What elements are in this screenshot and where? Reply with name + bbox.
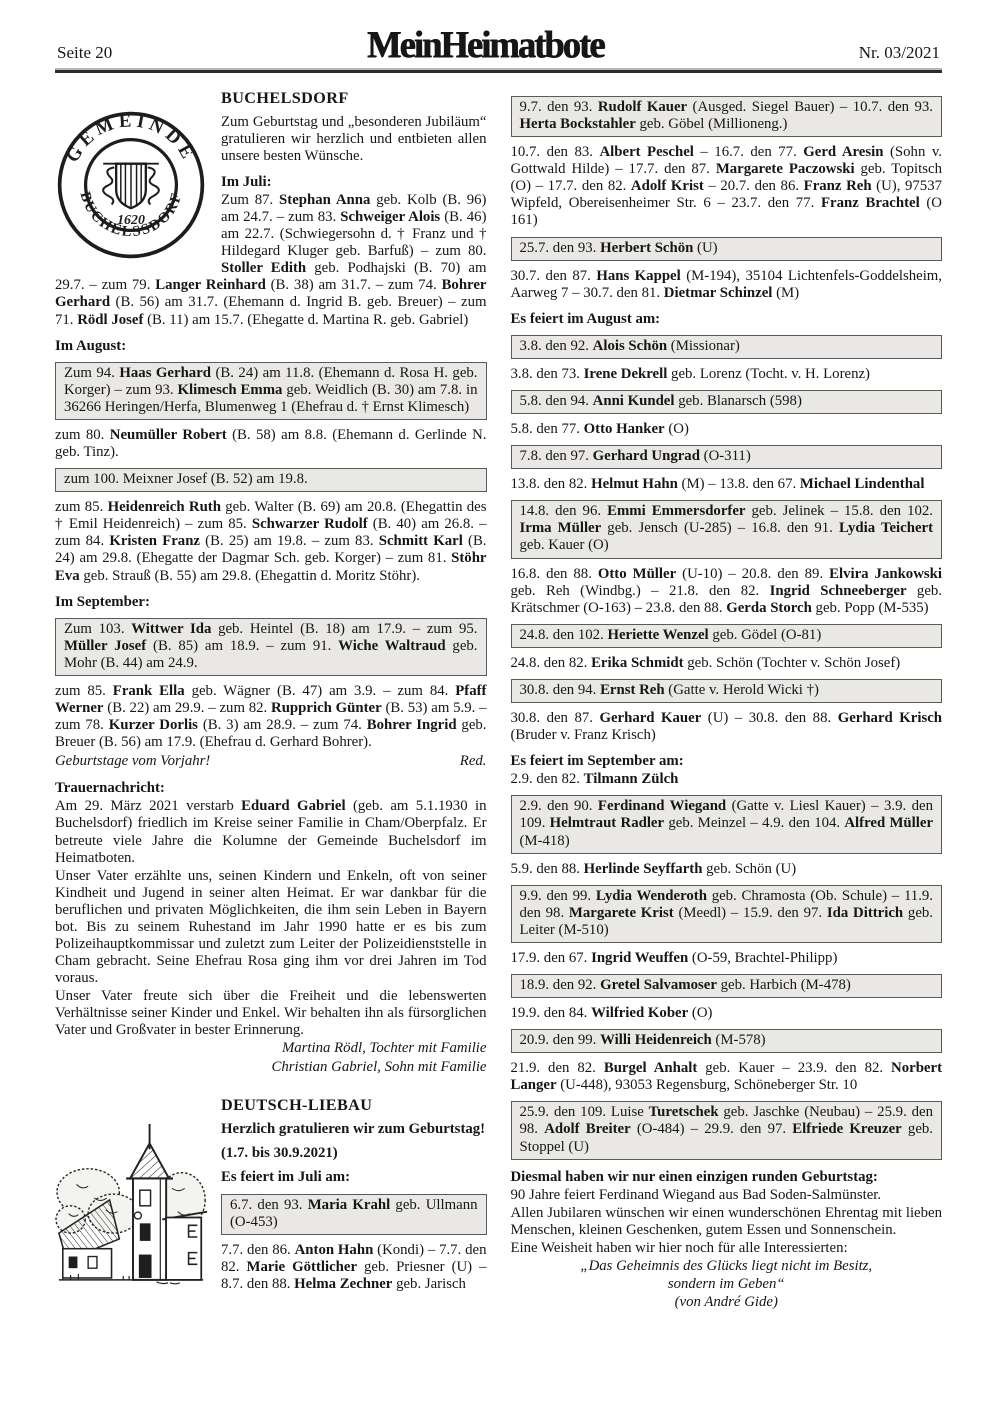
person-name: Heidenreich Ruth (107, 499, 221, 516)
person-name: Franz Brachtel (820, 195, 920, 212)
entries-paragraph: 90 Jahre feiert Ferdinand Wiegand aus Bad Soden-Salmünster. (510, 1186, 882, 1203)
person-name: Langer Reinhard (155, 277, 266, 294)
person-name: Rupprich Günter (271, 699, 382, 716)
highlight-box: 25.7. den 93. Herbert Schön (U) (511, 237, 943, 261)
person-name: Gerhard Ungrad (592, 448, 700, 465)
entries-paragraph: 30.7. den 87. Hans Kappel (M-194), 35104 Lichtenfels-Goddelsheim, Aarweg 7 – 30.7. den 81. Dietmar Schinzel (M) (510, 267, 943, 301)
person-name: Ferdinand Wiegand (597, 798, 727, 815)
entries-paragraph: 17.9. den 67. Ingrid Weuffen (O-59, Brachtel-Philipp) (510, 949, 838, 966)
person-name: Gerhard Kauer (599, 710, 702, 727)
person-name: Pfaff Werner (55, 682, 487, 716)
entries-paragraph: 5.9. den 88. Herlinde Seyffarth geb. Schön (U) (510, 860, 797, 877)
right-building (166, 1217, 201, 1279)
person-name: Klimesch Emma (177, 381, 283, 398)
person-name: Stephan Anna (279, 192, 371, 209)
person-name: Herbert Schön (600, 239, 694, 256)
crest-hatching (121, 162, 141, 210)
person-name: Anni Kundel (592, 393, 675, 410)
person-name: Lydia Teichert (838, 520, 934, 537)
person-name: Eduard Gabriel (241, 798, 346, 815)
page-number-label: Seite 20 (57, 43, 113, 62)
obituary-title: Trauernachricht: (55, 780, 165, 797)
person-name: Marie Göttlicher (246, 1258, 358, 1275)
right-column (511, 89, 943, 1315)
person-name: Tilmann Zülch (583, 771, 679, 788)
highlight-box: 3.8. den 92. Alois Schön (Missionar) (511, 335, 943, 359)
subheading: Im September: (55, 593, 150, 610)
highlight-box: Zum 94. Haas Gerhard (B. 24) am 11.8. (Ehemann d. Rosa H. geb. Korger) – zum 93. Klimesch Emma geb. Weidlich (B. 30) am 7.8. in 36266 Heringen/Herfa, Blumenweg 1 (Ehefrau d. † Ernst Klimesch) (55, 362, 487, 420)
village-church-illustration (55, 1120, 211, 1315)
highlight-box: 5.8. den 94. Anni Kundel geb. Blanarsch (598) (511, 390, 943, 414)
person-name: Anton Hahn (294, 1241, 374, 1258)
person-name: Franz Reh (803, 178, 872, 195)
person-name: Gerd Aresin (803, 144, 884, 161)
italic-text: sondern im Geben“ (667, 1276, 785, 1293)
person-name: Helma Zechner (294, 1275, 393, 1292)
subheading: Diesmal haben wir nur einen einzigen runden Geburtstag: (510, 1168, 878, 1185)
person-name: Kurzer Dorlis (108, 717, 198, 734)
person-name: Wittwer Ida (131, 620, 212, 637)
entries-paragraph: 10.7. den 83. Albert Peschel – 16.7. den 77. Gerd Aresin (Sohn v. Gottwald Hilde) – 17.7. den 87. Margarete Paczowski geb. Topitsch (O) – 17.7. den 82. Adolf Krist – 20.7. den 86. Franz Reh (U), 97537 Wipfeld, Obereisenheimer Str. 6 – 23.7. den 77. Franz Brachtel (O 161) (510, 144, 942, 229)
person-name: Ida Dittrich (826, 904, 904, 921)
dl-july-heading: Es feiert im Juli am: (221, 1169, 351, 1186)
dl-daterange-line: (1.7. bis 30.9.2021) (221, 1145, 338, 1162)
tower-door (139, 1254, 152, 1277)
two-column-layout (55, 89, 942, 1315)
highlight-box: 24.8. den 102. Heriette Wenzel geb. Gödel (O-81) (511, 624, 943, 648)
highlight-box: 25.9. den 109. Luise Turetschek geb. Jaschke (Neubau) – 25.9. den 98. Adolf Breiter (O-484) – 29.9. den 97. Elfriede Kreuzer geb. Stoppel (U) (511, 1101, 943, 1159)
person-name: Margarete Paczowski (715, 161, 855, 178)
person-name: Gerda Storch (726, 599, 812, 616)
subheading: Es feiert im August am: (510, 310, 661, 327)
person-name: Margarete Krist (568, 904, 674, 921)
greeting-paragraph: Zum Geburtstag und „besonderen Jubiläum“ gratulieren wir herzlich und entbieten allen unsere besten Wünsche. (221, 113, 487, 164)
person-name: Schweiger Alois (340, 209, 441, 226)
person-name: Gretel Salvamoser (600, 976, 717, 993)
person-name: Norbert Langer (510, 1060, 942, 1094)
quote-line (511, 1276, 943, 1293)
person-name: Wilfried Kober (591, 1005, 689, 1022)
person-name: Stöhr Eva (55, 550, 487, 584)
byline-row (55, 753, 487, 770)
crest-scroll-right (148, 167, 159, 204)
subheading: Im August: (55, 337, 127, 354)
masthead-title: MeinHeimatbote (367, 24, 604, 66)
entries-paragraph: 5.8. den 77. Otto Hanker (O) (510, 421, 689, 438)
person-name: Müller Josef (64, 637, 147, 654)
issue-label: Nr. 03/2021 (858, 43, 940, 62)
obituary-signature: Martina Rödl, Tochter mit Familie (281, 1040, 487, 1057)
deutsch-liebau-content (221, 1096, 487, 1315)
person-name: Alfred Müller (844, 815, 934, 832)
person-name: Adolf Krist (630, 178, 704, 195)
person-name: Lydia Wenderoth (595, 887, 707, 904)
entries-paragraph: zum 85. Heidenreich Ruth geb. Walter (B. 69) am 20.8. (Ehegattin des † Emil Heidenreich) – zum 85. Schwarzer Rudolf (B. 40) am 26.8. – zum 84. Kristen Franz (B. 25) am 19.8. – zum 83. Schmitt Karl (B. 24) am 29.8. (Ehegatte der Dagmar Sch. geb. Korger) – zum 81. Stöhr Eva geb. Strauß (B. 55) am 29.8. (Ehegattin d. Moritz Stöhr). (55, 499, 487, 584)
deutsch-liebau-entry-flow (221, 1194, 487, 1293)
highlight-box: 9.7. den 93. Rudolf Kauer (Ausged. Siegel Bauer) – 10.7. den 93. Herta Bockstahler geb. Göbel (Millioneng.) (511, 96, 943, 137)
person-name: Elvira Jankowski (829, 565, 942, 582)
obituary-paragraph: Unser Vater erzählte uns, seinen Kindern und Enkeln, oft von seiner Kindheit und Jugend in seiner alten Heimat. Er war dankbar für die beruflichen und privaten Möglichkeiten, die ihm sein Leben in Bayern bot. Bis zu seinem Ruhestand im Jahr 1990 hatte er es bis zum Polizeihauptkommissar und zuletzt zum Leiter der Polizeidienststelle in Cham gebracht. Seine Ehefrau Rosa ging ihm vor drei Jahren im Tod voraus. (55, 867, 487, 987)
seal-graphic (55, 101, 207, 269)
person-name: Helmtraut Radler (549, 815, 665, 832)
section-title-deutsch-liebau: DEUTSCH-LIEBAU (221, 1095, 373, 1114)
church-sketch (55, 1120, 211, 1315)
italic-text: „Das Geheimnis des Glücks liegt nicht im Besitz, (580, 1257, 873, 1274)
person-name: Herlinde Seyffarth (583, 860, 703, 877)
entries-paragraph: Eine Weisheit haben wir hier noch für alle Interessierten: (510, 1239, 848, 1256)
person-name: Emmi Emmersdorfer (607, 503, 746, 520)
highlight-box: 2.9. den 90. Ferdinand Wiegand (Gatte v. Liesl Kauer) – 3.9. den 109. Helmtraut Radler geb. Meinzel – 4.9. den 104. Alfred Müller (M-418) (511, 795, 943, 853)
quote-line (511, 1258, 943, 1275)
tower-window-dark (140, 1223, 151, 1241)
quote-line (511, 1294, 943, 1311)
person-name: Elfriede Kreuzer (792, 1121, 902, 1138)
obituary-section (55, 780, 487, 1075)
person-name: Stoller Edith (221, 260, 307, 277)
person-name: Helmut Hahn (591, 476, 678, 493)
highlight-box: 7.8. den 97. Gerhard Ungrad (O-311) (511, 445, 943, 469)
obituary-signature: Christian Gabriel, Sohn mit Familie (271, 1058, 487, 1075)
person-name: Irma Müller (519, 520, 602, 537)
person-name: Heriette Wenzel (607, 626, 709, 643)
person-name: Rödl Josef (77, 311, 144, 328)
person-name: Albert Peschel (599, 144, 694, 161)
person-name: Gerhard Krisch (837, 710, 942, 727)
entries-paragraph: 16.8. den 88. Otto Müller (U-10) – 20.8. den 89. Elvira Jankowski geb. Reh (Windbg.) – 21.8. den 82. Ingrid Schneeberger geb. Krätschmer (O-163) – 23.8. den 88. Gerda Storch geb. Popp (M-535) (510, 565, 942, 616)
dl-greeting-line: Herzlich gratulieren wir zum Geburtstag! (221, 1121, 486, 1138)
person-name: Otto Hanker (583, 421, 665, 438)
person-name: Michael Lindenthal (799, 476, 925, 493)
obituary-paragraph: Am 29. März 2021 verstarb Eduard Gabriel (geb. am 5.1.1930 in Buchelsdorf) friedlich im Kreise seiner Familie in Cham/Oberpfalz. Er betreute viele Jahre die Kolumne der Gemeinde Buchelsdorf im Heimatboten. (55, 798, 487, 866)
header-rule (55, 70, 942, 73)
person-name: Neumüller Robert (109, 426, 227, 443)
person-name: Maria Krahl (307, 1196, 391, 1213)
seal-bottom-text: BUCHELSSDORF (76, 190, 186, 241)
entries-paragraph: 19.9. den 84. Wilfried Kober (O) (510, 1005, 713, 1022)
subheading-july: Im Juli: (221, 173, 272, 190)
highlight-box: 20.9. den 99. Willi Heidenreich (M-578) (511, 1029, 943, 1053)
entries-paragraph: 13.8. den 82. Helmut Hahn (M) – 13.8. den 67. Michael Lindenthal (510, 476, 925, 493)
seal-top-text: GEMEINDE (62, 110, 200, 167)
person-name: Turetschek (648, 1104, 719, 1121)
highlight-box: 9.9. den 99. Lydia Wenderoth geb. Chramosta (Ob. Schule) – 11.9. den 98. Margarete Krist (Meedl) – 15.9. den 97. Ida Dittrich geb. Leiter (M-510) (511, 885, 943, 943)
person-name: Schwarzer Rudolf (251, 516, 368, 533)
note-left: Geburtstage vom Vorjahr! (55, 753, 211, 770)
subheading: Es feiert im September am: (510, 753, 684, 770)
highlight-box: 18.9. den 92. Gretel Salvamoser geb. Harbich (M-478) (511, 974, 943, 998)
person-name: Irene Dekrell (583, 365, 668, 382)
entries-paragraph: 7.7. den 86. Anton Hahn (Kondi) – 7.7. den 82. Marie Göttlicher geb. Priesner (U) – 8.7. den 88. Helma Zechner geb. Jarisch (221, 1241, 487, 1292)
entries-paragraph: zum 85. Frank Ella geb. Wägner (B. 47) am 3.9. – zum 84. Pfaff Werner (B. 22) am 29.9. – zum 82. Rupprich Günter (B. 53) am 5.9. – zum 78. Kurzer Dorlis (B. 3) am 28.9. – zum 74. Bohrer Ingrid geb. Breuer (B. 56) am 17.9. (Ehefrau d. Gerhard Bohrer). (55, 682, 487, 751)
person-name: Dietmar Schinzel (663, 284, 773, 301)
person-name: Erika Schmidt (591, 654, 684, 671)
buchelsdorf-entry-flow (55, 338, 487, 771)
person-name: Wiche Waltraud (338, 637, 446, 654)
entries-paragraph: zum 80. Neumüller Robert (B. 58) am 8.8. (Ehemann d. Gerlinde N. geb. Tinz). (55, 426, 487, 461)
person-name: Haas Gerhard (119, 364, 211, 381)
spire-roof (130, 1143, 169, 1178)
person-name: Herta Bockstahler (519, 116, 636, 133)
buchelsdorf-section (55, 89, 487, 770)
entries-paragraph: Allen Jubilaren wünschen wir einen wunderschönen Ehrentag mit lieben Menschen, kleinen Geschenken, gutem Essen und Sonnenschein. (510, 1204, 942, 1238)
deutsch-liebau-section (55, 1096, 487, 1315)
entries-paragraph: 2.9. den 82. Tilmann Zülch (510, 771, 679, 788)
person-name: Ingrid Weuffen (591, 949, 689, 966)
crest-scroll-left (103, 167, 114, 204)
highlight-box: 30.8. den 94. Ernst Reh (Gatte v. Herold Wicki †) (511, 679, 943, 703)
person-name: Bohrer Gerhard (55, 277, 487, 311)
person-name: Kristen Franz (109, 533, 200, 550)
entries-paragraph: 3.8. den 73. Irene Dekrell geb. Lorenz (Tocht. v. H. Lorenz) (510, 365, 870, 382)
person-name: Frank Ella (112, 682, 185, 699)
person-name: Ingrid Schneeberger (769, 582, 907, 599)
entries-paragraph-july: Zum 87. Stephan Anna geb. Kolb (B. 96) am 24.7. – zum 83. Schweiger Alois (B. 46) am 22.7. (Schwiegersohn d. † Franz und † Hildegard Kluger geb. Barfuß) – zum 80. Stoller Edith geb. Podhajski (B. 70) am 29.7. – zum 79. Langer Reinhard (B. 38) am 31.7. – zum 74. Bohrer Gerhard (B. 56) am 31.7. (Ehemann d. Ingrid B. geb. Breuer) – zum 71. Rödl Josef (B. 11) am 15.7. (Ehegatte d. Martina R. geb. Gabriel) (55, 192, 487, 328)
entries-paragraph: 21.9. den 82. Burgel Anhalt geb. Kauer – 23.9. den 82. Norbert Langer (U-448), 93053 Regensburg, Schöneberger Str. 10 (510, 1060, 942, 1094)
entries-paragraph: 24.8. den 82. Erika Schmidt geb. Schön (Tochter v. Schön Josef) (510, 654, 901, 671)
left-column (55, 89, 487, 1315)
person-name: Willi Heidenreich (600, 1032, 712, 1049)
note-right: Red. (459, 753, 487, 770)
person-name: Ernst Reh (600, 681, 665, 698)
person-name: Burgel Anhalt (603, 1060, 698, 1077)
obituary-paragraph: Unser Vater freute sich über die Freiheit und die lebenswerten Verhältnisse seiner Kinder und Enkel. Wir behalten ihn als fürsorglichen Vater und Großvater in bester Erinnerung. (55, 988, 487, 1039)
highlight-box: 6.7. den 93. Maria Krahl geb. Ullmann (O-453) (221, 1194, 487, 1235)
person-name: Adolf Breiter (544, 1121, 631, 1138)
section-title-buchelsdorf: BUCHELSDORF (221, 89, 349, 107)
entries-paragraph: 30.8. den 87. Gerhard Kauer (U) – 30.8. den 88. Gerhard Krisch (Bruder v. Franz Krisch) (510, 710, 942, 744)
page-header (55, 26, 942, 68)
person-name: Otto Müller (597, 565, 677, 582)
person-name: Schmitt Karl (378, 533, 463, 550)
highlight-box: Zum 103. Wittwer Ida geb. Heintel (B. 18) am 17.9. – zum 95. Müller Josef (B. 85) am 18.9. – zum 91. Wiche Waltraud geb. Mohr (B. 44) am 24.9. (55, 618, 487, 676)
person-name: Hans Kappel (596, 267, 681, 284)
person-name: Bohrer Ingrid (366, 717, 457, 734)
highlight-box: zum 100. Meixner Josef (B. 52) am 19.8. (55, 468, 487, 492)
left-house-window (69, 1256, 78, 1268)
highlight-box: 14.8. den 96. Emmi Emmersdorfer geb. Jelinek – 15.8. den 102. Irma Müller geb. Jensch (U-285) – 16.8. den 91. Lydia Teichert geb. Kauer (O) (511, 500, 943, 558)
gemeinde-buchelsdorf-seal (55, 101, 207, 269)
person-name: Rudolf Kauer (597, 99, 688, 115)
seal-year: 1620 (117, 212, 145, 228)
italic-text: (von André Gide) (674, 1294, 778, 1311)
person-name: Alois Schön (592, 337, 668, 354)
